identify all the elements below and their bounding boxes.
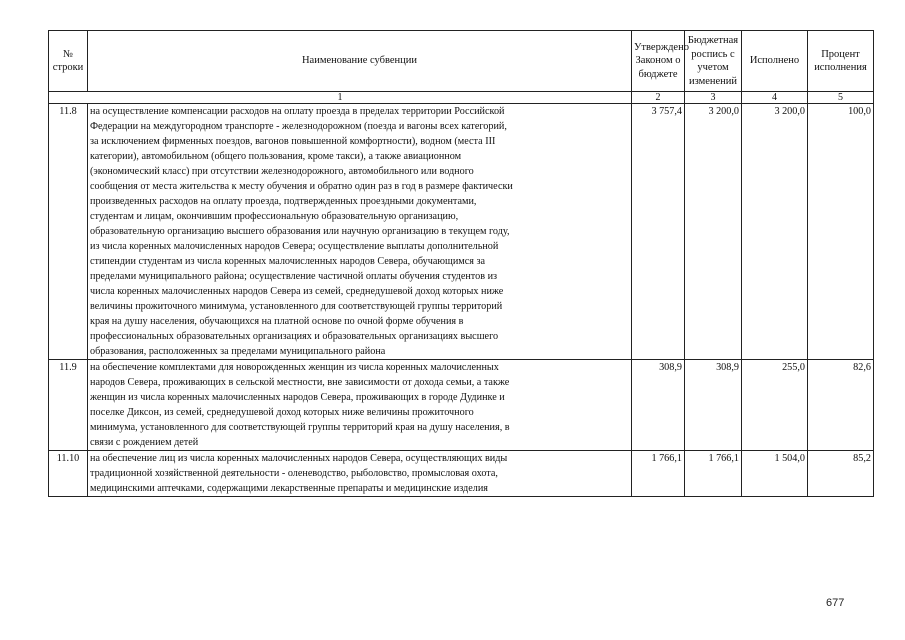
- header-row-no-line: №: [62, 48, 74, 60]
- subvention-name-line: образования, расположенных за пределами муниципального района: [90, 346, 386, 357]
- subvention-name-line: женщин из числа коренных малочисленных народов Севера, проживающих в городе Дудинке и: [90, 392, 505, 403]
- executed-value: 255,0: [742, 360, 808, 451]
- subvention-name-line: за исключением фирменных поездов, вагонов повышенной комфортности), водном (места III: [90, 136, 496, 147]
- subvention-name-line: на обеспечение комплектами для новорожденных женщин из числа коренных малочисленных: [90, 362, 499, 373]
- subvention-name-line: числа коренных малочисленных народов Севера из семей, среднедушевой доход которых ниже: [90, 286, 504, 297]
- header-name-text: Наименование субвенции: [301, 55, 418, 67]
- subvention-name-line: величины прожиточного минимума, установленного для соответствующей группы территорий: [90, 301, 503, 312]
- header-name: [88, 31, 632, 92]
- subvention-name: [88, 104, 632, 360]
- percent-value: 100,0: [808, 104, 874, 360]
- row-number: 11.10: [49, 451, 88, 497]
- subvention-name-line: на осуществление компенсации расходов на оплату проезда в пределах территории Российской: [90, 106, 505, 117]
- budget-value: 308,9: [685, 360, 742, 451]
- executed-value: 3 200,0: [742, 104, 808, 360]
- subvention-name-line: (экономический класс) при отсутствии железнодорожного, автомобильного или водного: [90, 166, 474, 177]
- table-row: [49, 360, 874, 451]
- subvention-name-line: Федерации на междугородном транспорте - железнодорожном (поезда и вагоны всех категорий,: [90, 121, 507, 132]
- approved-value: 3 757,4: [632, 104, 685, 360]
- column-number-1: 1: [49, 92, 632, 104]
- subvention-name: [88, 360, 632, 451]
- subvention-name-line: традиционной хозяйственной деятельности - оленеводство, рыболовство, промысловая охота,: [90, 468, 498, 479]
- header-approved-line: бюджете: [638, 68, 678, 80]
- subvention-name-line: края на душу населения, обучающихся на платной основе по очной форме обучения в: [90, 316, 464, 327]
- header-approved-line: Законом о: [635, 55, 681, 67]
- header-row-no: [49, 31, 88, 92]
- subvention-name-line: медицинскими аптечками, содержащими лекарственные препараты и медицинские изделия: [90, 483, 488, 494]
- subvention-name-line: пределами муниципального района; осуществление частичной оплаты обучения студентов из: [90, 271, 498, 282]
- subvention-name: [88, 451, 632, 497]
- header-approved-line: Утверждено: [634, 41, 689, 53]
- header-executed-text: Исполнено: [749, 55, 800, 67]
- approved-value: 1 766,1: [632, 451, 685, 497]
- subvention-name-line: образовательную организацию высшего образования или научную организацию в текущем году,: [90, 226, 510, 237]
- subvention-name-line: сообщения от места жительства к месту обучения и обратно один раз в год в размере фактически: [90, 181, 513, 192]
- budget-value: 3 200,0: [685, 104, 742, 360]
- subvention-name-line: произведенных расходов на оплату проезда, подтвержденных проездными документами,: [90, 196, 477, 207]
- row-number: 11.9: [49, 360, 88, 451]
- column-number-4: 4: [742, 92, 808, 104]
- subvention-name-line: народов Севера, проживающих в сельской местности, вне зависимости от дохода семьи, а также: [90, 377, 510, 388]
- column-number-row: [49, 92, 874, 104]
- subvention-name-line: из числа коренных малочисленных народов Севера; осуществление выплаты дополнительной: [90, 241, 499, 252]
- header-percent-line: исполнения: [814, 62, 867, 73]
- subvention-name-line: минимума, установленного для соответствующей группы территорий края на душу населения, в: [90, 422, 510, 433]
- header-budget-line: учетом: [697, 62, 729, 73]
- header-row: [49, 31, 874, 92]
- column-number-5: 5: [808, 92, 874, 104]
- subvention-name-line: поселке Диксон, из семей, среднедушевой доход которых ниже величины прожиточного: [90, 407, 474, 418]
- header-budget-line: Бюджетная: [687, 35, 739, 46]
- subvention-name-line: связи с рождением детей: [90, 437, 199, 448]
- table-row: [49, 451, 874, 497]
- header-budget: [685, 31, 742, 92]
- budget-value: 1 766,1: [685, 451, 742, 497]
- header-row-no-line: строки: [52, 62, 84, 73]
- percent-value: 85,2: [808, 451, 874, 497]
- header-budget-line: изменений: [688, 75, 738, 87]
- approved-value: 308,9: [632, 360, 685, 451]
- header-approved: [632, 31, 689, 92]
- subvention-name-line: на обеспечение лиц из числа коренных малочисленных народов Севера, осуществляющих виды: [90, 453, 508, 464]
- executed-value: 1 504,0: [742, 451, 808, 497]
- header-executed: [742, 31, 808, 92]
- subvention-name-line: категории), автомобильном (общего пользования, кроме такси), а также авиационном: [90, 151, 462, 162]
- subventions-table: [48, 30, 874, 497]
- table-body: [49, 104, 874, 497]
- subvention-name-line: студентам и лицам, окончившим профессиональную образовательную организацию,: [90, 211, 459, 222]
- header-percent-line: Процент: [821, 48, 860, 60]
- table-row: [49, 104, 874, 360]
- column-number-2: 2: [632, 92, 685, 104]
- subvention-name-line: профессиональных образовательных организациях и образовательных организациях высшего: [90, 331, 499, 342]
- header-budget-line: роспись с: [691, 48, 735, 60]
- percent-value: 82,6: [808, 360, 874, 451]
- header-percent: [808, 31, 874, 92]
- row-number: 11.8: [49, 104, 88, 360]
- page-number: 677: [826, 597, 845, 609]
- column-number-3: 3: [685, 92, 742, 104]
- subvention-name-line: стипендии студентам из числа коренных малочисленных народов Севера, обучающимся за: [90, 256, 486, 267]
